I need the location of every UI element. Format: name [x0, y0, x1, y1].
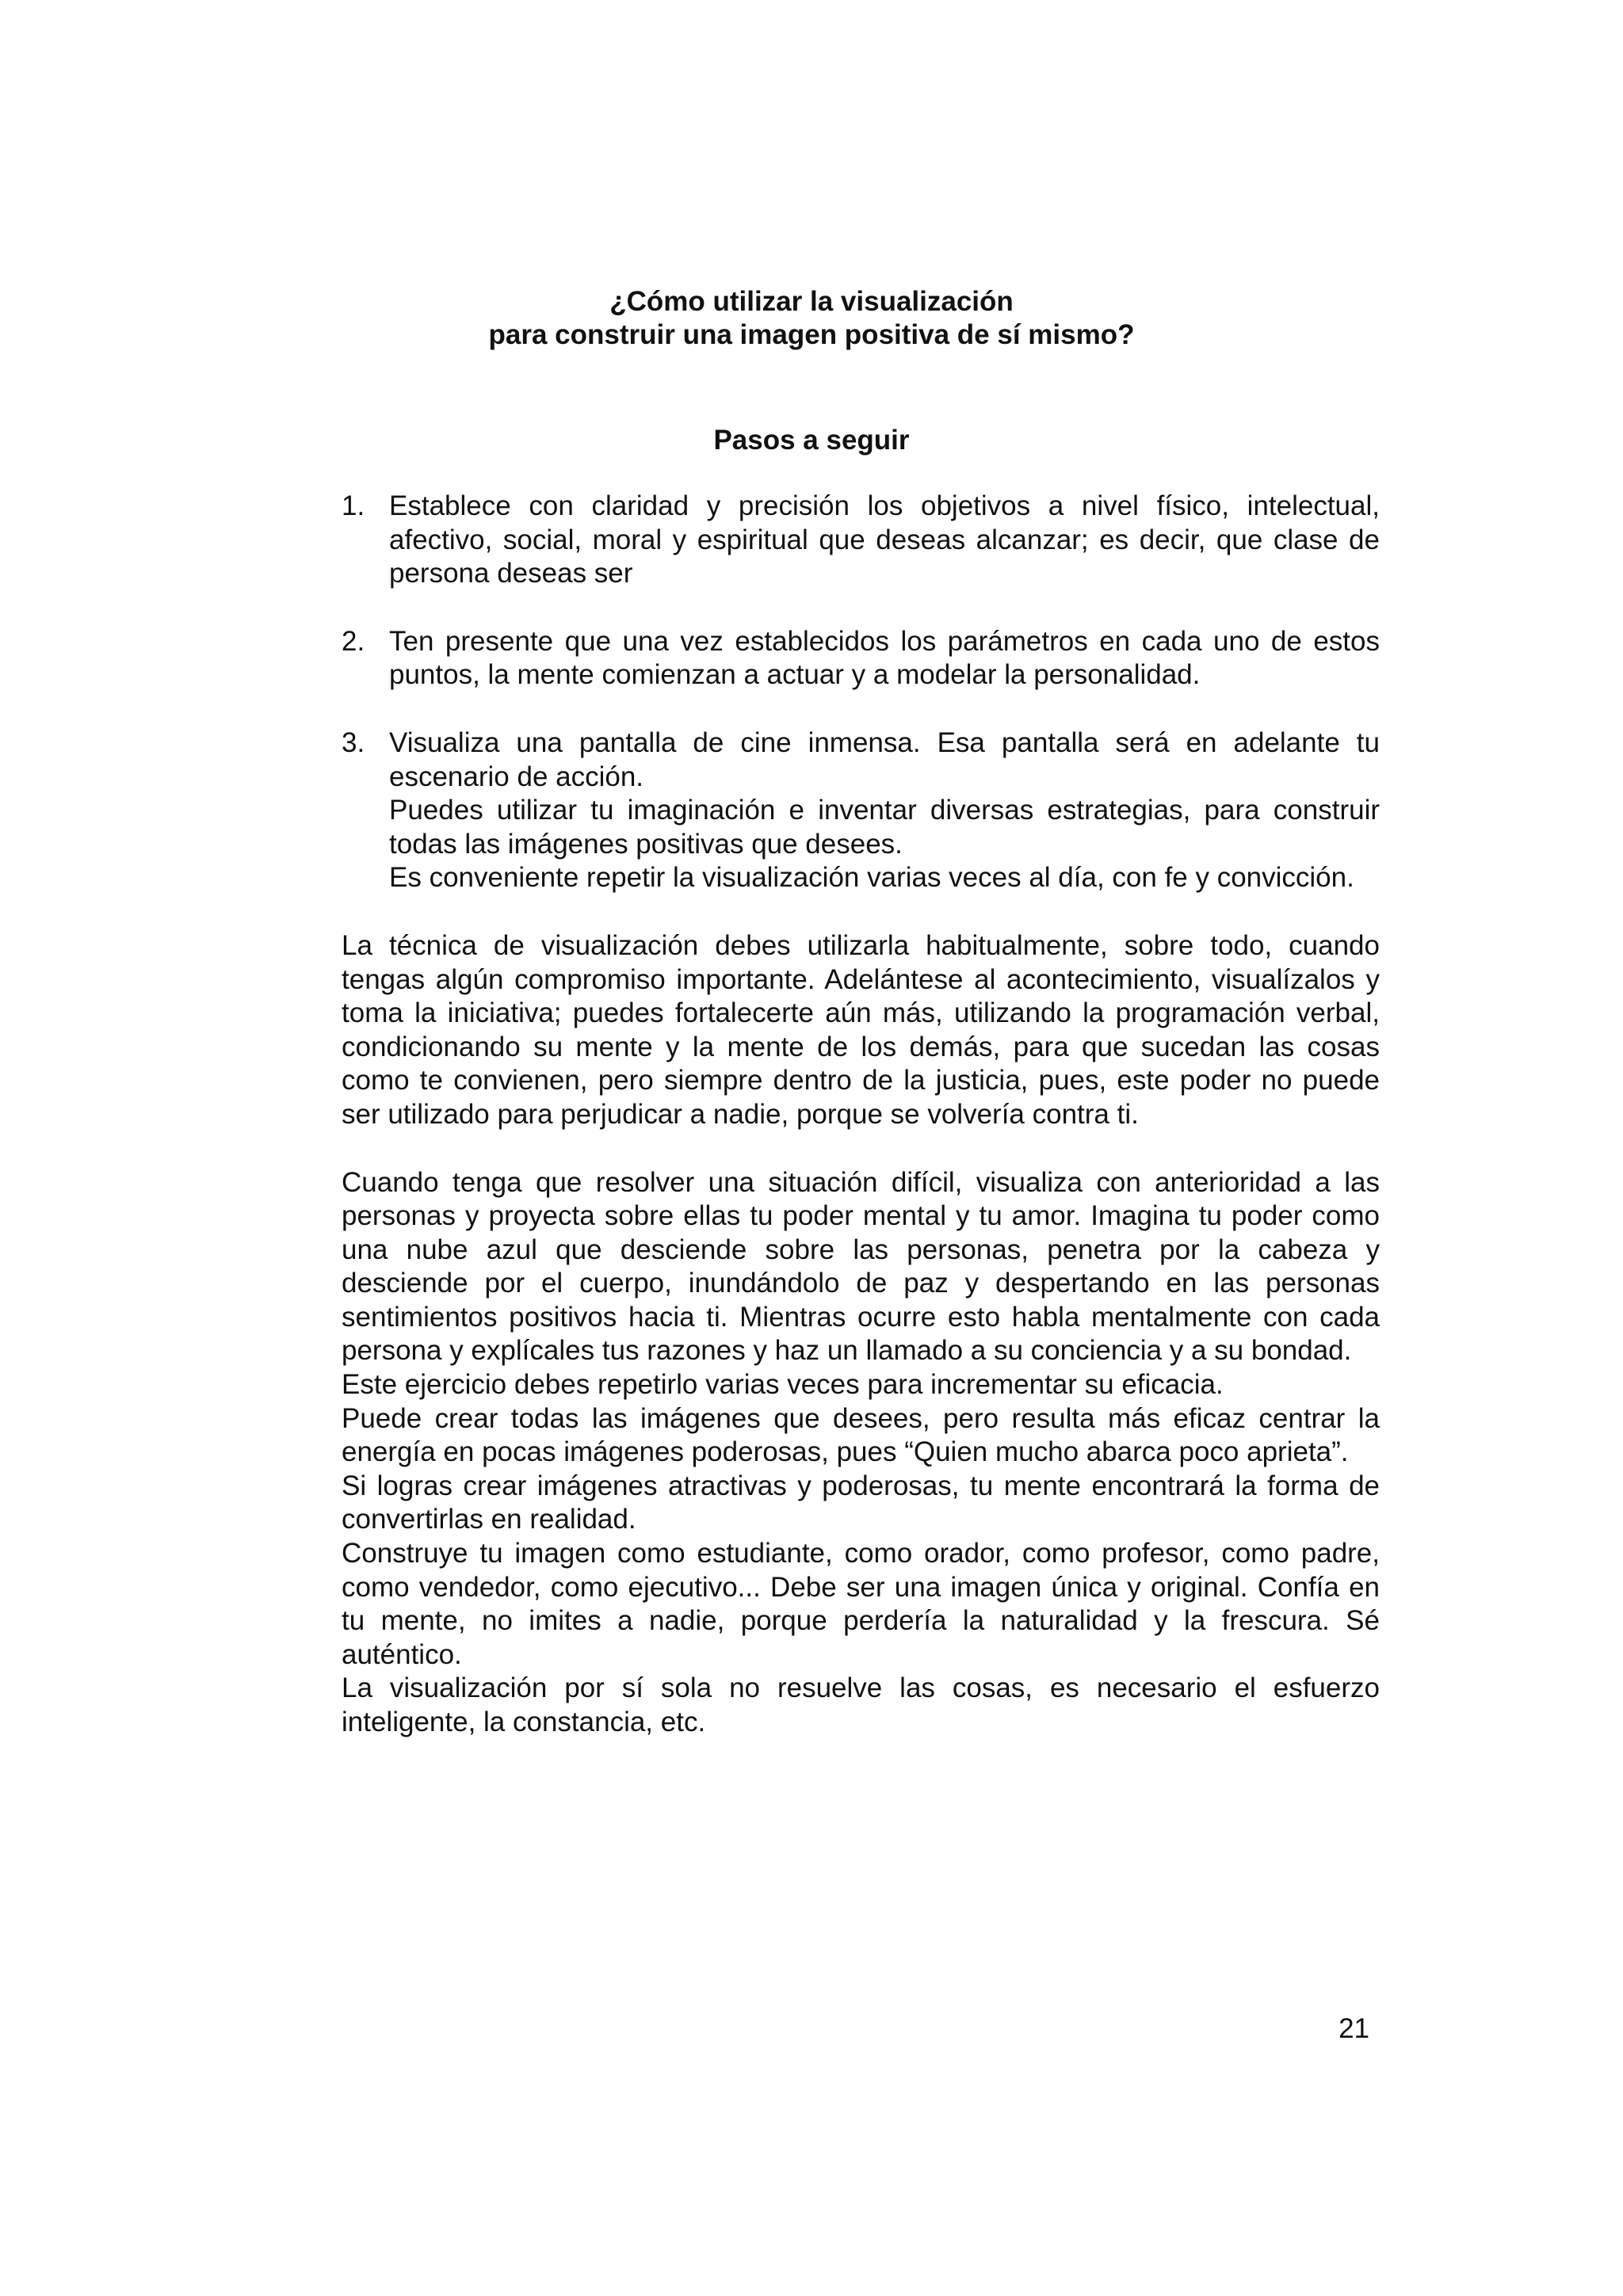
step-number: 2.: [342, 625, 365, 657]
body-paragraph: [342, 929, 1380, 1132]
step-number: 3.: [342, 727, 365, 758]
step-item: [342, 625, 1380, 692]
page-number: 21: [1338, 2013, 1369, 2044]
paragraph-text: Construye tu imagen como estudiante, como orador, como profesor, como padre, como vendedor, como ejecutivo... Debe ser una imagen única y original. Confía en tu mente, no imites a nadie, porque perdería la naturalidad y la frescura. Sé auténtico.: [342, 1538, 1380, 1670]
paragraph-text: Si logras crear imágenes atractivas y poderosas, tu mente encontrará la forma de convertirlas en realidad.: [342, 1470, 1380, 1535]
paragraph-text: Este ejercicio debes repetirlo varias veces para incrementar su eficacia.: [342, 1369, 1224, 1401]
step-number: 1.: [342, 490, 365, 521]
step-item: [342, 727, 1380, 895]
title-line-1: ¿Cómo utilizar la visualización: [609, 286, 1014, 317]
step-paragraph: Puedes utilizar tu imaginación e inventar diversas estrategias, para construir todas las imágenes positivas que desees.: [389, 795, 1380, 860]
body-paragraph-group: [342, 1166, 1380, 1740]
title-line-2: para construir una imagen positiva de sí mismo?: [488, 319, 1135, 350]
step-paragraph: Es conveniente repetir la visualización varias veces al día, con fe y convicción.: [389, 862, 1354, 894]
step-paragraph: Ten presente que una vez establecidos los parámetros en cada uno de estos puntos, la mente comienzan a actuar y a modelar la personalidad.: [389, 625, 1380, 691]
section-subtitle: Pasos a seguir: [713, 425, 910, 456]
paragraph-text: Puede crear todas las imágenes que desees, pero resulta más eficaz centrar la energía en pocas imágenes poderosas, pues “Quien mucho abarca poco aprieta”.: [342, 1402, 1380, 1468]
step-paragraph: Establece con claridad y precisión los objetivos a nivel físico, intelectual, afectivo, social, moral y espiritual que deseas alcanzar; es decir, que clase de persona deseas ser: [389, 490, 1380, 589]
step-item: [342, 490, 1380, 591]
step-paragraph: Visualiza una pantalla de cine inmensa. Esa pantalla será en adelante tu escenario de acción.: [389, 727, 1380, 792]
paragraph-text: Cuando tenga que resolver una situación difícil, visualiza con anterioridad a las personas y proyecta sobre ellas tu poder mental y tu amor. Imagina tu poder como una nube azul que desciende sobre las personas, penetra por la cabeza y desciende por el cuerpo, inundándolo de paz y despertando en las personas sentimientos positivos hacia ti. Mientras ocurre esto habla mentalmente con cada persona y explícales tus razones y haz un llamado a su conciencia y a su bondad.: [342, 1166, 1380, 1367]
paragraph-text: La visualización por sí sola no resuelve las cosas, es necesario el esfuerzo inteligente, la constancia, etc.: [342, 1672, 1380, 1737]
page-title: [0, 285, 1623, 352]
body-text: [342, 490, 1380, 1740]
paragraph-text: La técnica de visualización debes utilizarla habitualmente, sobre todo, cuando tengas algún compromiso importante. Adelántese al acontecimiento, visualízalos y toma la iniciativa; puedes fortalecerte aún más, utilizando la programación verbal, condicionando su mente y la mente de los demás, para que sucedan las cosas como te convienen, pero siempre dentro de la justicia, pues, este poder no puede ser utilizado para perjudicar a nadie, porque se volvería contra ti.: [342, 929, 1380, 1130]
